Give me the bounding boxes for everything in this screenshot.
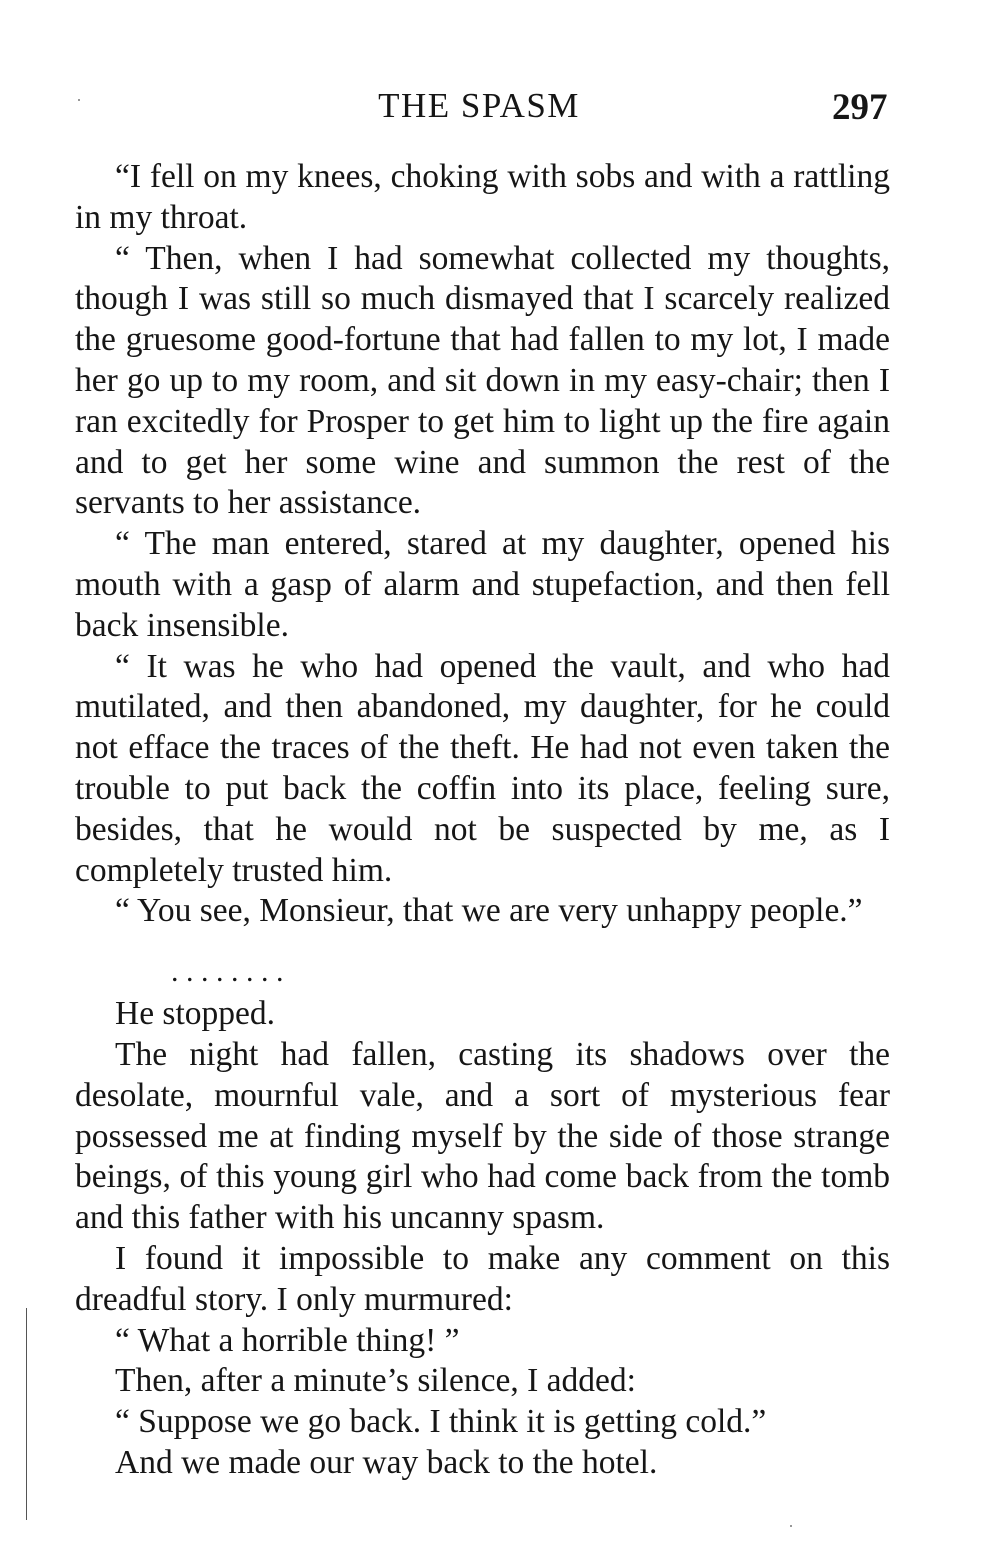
scan-speck [790, 1525, 792, 1527]
paragraph: “ Then, when I had somewhat collected my thoughts, though I was still so much dismayed that I scarcely realized the gruesome good-fortune that had fallen to my lot, I made her go up to my room, and sit down in my easy-chair; then I ran excitedly for Prosper to get him to light up the fire again and to get her some wine and summon the rest of the servants to her assistance. [75, 239, 890, 522]
paragraph: Then, after a minute’s silence, I added: [115, 1362, 636, 1400]
paragraph: “ Suppose we go back. I think it is getting cold.” [115, 1403, 767, 1441]
paragraph: I found it impossible to make any comment on this dreadful story. I only murmured: [75, 1239, 890, 1318]
page-number: 297 [832, 87, 888, 128]
running-header-title: THE SPASM [378, 86, 580, 125]
paragraph: And we made our way back to the hotel. [115, 1443, 658, 1481]
paragraph: “ You see, Monsieur, that we are very unhappy people.” [115, 892, 863, 930]
page-body [75, 157, 890, 1484]
scan-margin-line [26, 1308, 27, 1520]
section-break-dots [171, 955, 891, 989]
paragraph: “I fell on my knees, choking with sobs and with a rattling in my throat. [75, 158, 890, 236]
paragraph: The night had fallen, casting its shadows over the desolate, mournful vale, and a sort of mysterious fear possessed me at finding myself by the side of those strange beings, of this young girl who had come back from the tomb and this father with his uncanny spasm. [75, 1035, 890, 1237]
paragraph: “ What a horrible thing! ” [115, 1321, 460, 1359]
paragraph: “ It was he who had opened the vault, and who had mutilated, and then abandoned, my daughter, for he could not efface the traces of the theft. He had not even taken the trouble to put back the coffin into its place, feeling sure, besides, that he would not be suspected by me, as I completely trusted him. [75, 647, 890, 889]
paragraph: He stopped. [115, 995, 276, 1033]
paragraph: “ The man entered, stared at my daughter, opened his mouth with a gasp of alarm and stupefaction, and then fell back insensible. [75, 525, 890, 644]
section-break-text: . . . . . . . . [171, 955, 284, 989]
scan-speck [78, 99, 80, 101]
